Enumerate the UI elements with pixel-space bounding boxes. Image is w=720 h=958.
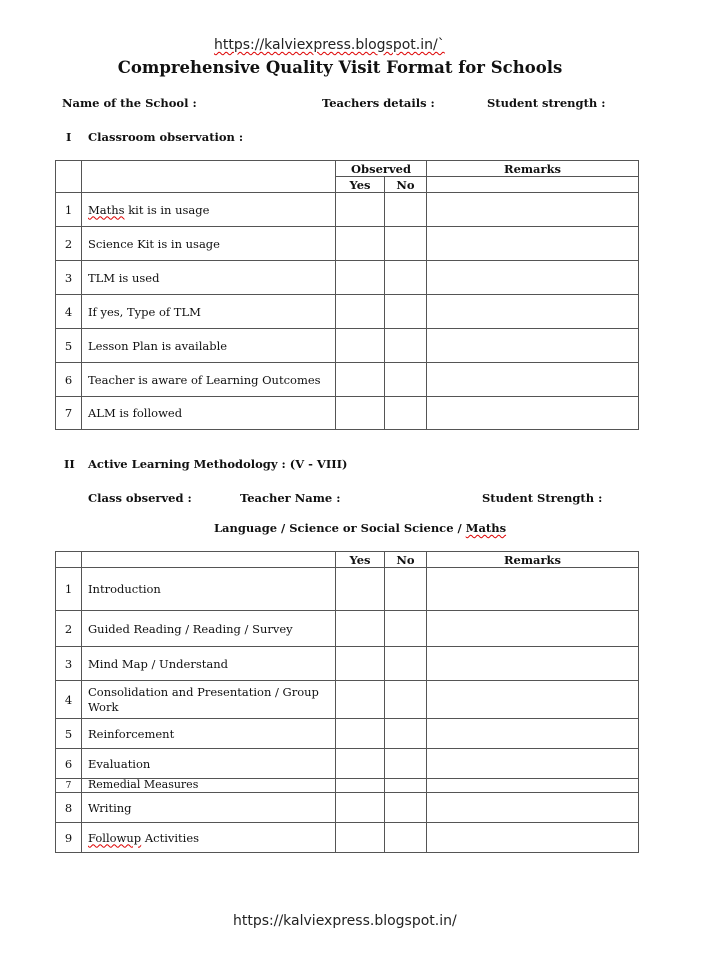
no-header: No [385,552,427,568]
header-blank-num [56,161,82,193]
yes-cell[interactable] [336,793,385,823]
remarks-cell[interactable] [427,647,639,681]
remarks-cell[interactable] [427,227,639,261]
no-cell[interactable] [385,363,427,397]
remarks-cell[interactable] [427,749,639,779]
yes-cell[interactable] [336,568,385,611]
observed-header: Observed [336,161,427,177]
row-item: Introduction [82,568,336,611]
row-item: Evaluation [82,749,336,779]
row-item: Maths kit is in usage [82,193,336,227]
row-number: 6 [56,363,82,397]
row-number: 7 [56,397,82,430]
no-cell[interactable] [385,261,427,295]
section2-title: Active Learning Methodology : (V - VIII) [88,457,348,471]
row-number: 2 [56,611,82,647]
yes-cell[interactable] [336,193,385,227]
subjects-line: Language / Science or Social Science / Maths [213,521,507,535]
row-number: 5 [56,329,82,363]
school-name-label: Name of the School : [62,96,197,110]
no-cell[interactable] [385,779,427,793]
clipped-item-text: Remedial Measures [88,778,199,791]
remarks-cell[interactable] [427,193,639,227]
row-item [82,779,336,793]
row-number: 1 [56,193,82,227]
table-row-clipped [56,779,639,793]
yes-cell[interactable] [336,823,385,853]
no-cell[interactable] [385,227,427,261]
row-item: Reinforcement [82,719,336,749]
page-title: Comprehensive Quality Visit Format for Schools [117,58,563,77]
row-item: Followup Activities [82,823,336,853]
remarks-cell[interactable] [427,363,639,397]
no-cell[interactable] [385,681,427,719]
yes-cell[interactable] [336,227,385,261]
no-cell[interactable] [385,193,427,227]
class-observed-label: Class observed : [88,491,192,505]
table-row [56,363,639,397]
row-item: If yes, Type of TLM [82,295,336,329]
remarks-cell[interactable] [427,295,639,329]
yes-cell[interactable] [336,681,385,719]
teachers-details-label: Teachers details : [322,96,435,110]
row-number: 4 [56,681,82,719]
yes-header: Yes [336,177,385,193]
yes-cell[interactable] [336,611,385,647]
row-number: 8 [56,793,82,823]
no-cell[interactable] [385,749,427,779]
student-strength2-label: Student Strength : [482,491,603,505]
table-row [56,397,639,430]
yes-cell[interactable] [336,779,385,793]
no-cell[interactable] [385,329,427,363]
remarks-cell[interactable] [427,397,639,430]
row-item: Writing [82,793,336,823]
remarks-cell[interactable] [427,261,639,295]
remarks-subheader-blank [427,177,639,193]
table-row [56,568,639,611]
maths-word: Maths [88,202,125,217]
table-row [56,793,639,823]
row-item: Mind Map / Understand [82,647,336,681]
row-number: 2 [56,227,82,261]
table-row [56,193,639,227]
row-number: 4 [56,295,82,329]
section2-numeral: II [64,457,75,471]
no-cell[interactable] [385,295,427,329]
table-row [56,611,639,647]
classroom-observation-table [55,160,639,430]
row-item: Consolidation and Presentation / Group Work [82,681,336,719]
no-cell[interactable] [385,611,427,647]
row-number: 9 [56,823,82,853]
row-number: 1 [56,568,82,611]
yes-cell[interactable] [336,261,385,295]
table-row [56,261,639,295]
row-number: 6 [56,749,82,779]
row-item: ALM is followed [82,397,336,430]
footer-url[interactable]: https://kalviexpress.blogspot.in/ [233,913,457,929]
yes-cell[interactable] [336,329,385,363]
no-cell[interactable] [385,397,427,430]
no-cell[interactable] [385,568,427,611]
remarks-cell[interactable] [427,779,639,793]
section1-title: Classroom observation : [88,130,244,144]
no-header: No [385,177,427,193]
table-row [56,681,639,719]
row-item: Guided Reading / Reading / Survey [82,611,336,647]
row-number: 7 [56,779,82,793]
no-cell[interactable] [385,719,427,749]
teacher-name-label: Teacher Name : [240,491,341,505]
header-url[interactable] [214,37,445,53]
remarks-cell[interactable] [427,823,639,853]
table-row [56,329,639,363]
row-item: Teacher is aware of Learning Outcomes [82,363,336,397]
row-item: Science Kit is in usage [82,227,336,261]
header-blank-item [82,161,336,193]
table-row [56,823,639,853]
student-strength-label: Student strength : [487,96,606,110]
table-row [56,647,639,681]
yes-cell[interactable] [336,397,385,430]
maths-subject-word: Maths [465,521,507,535]
yes-cell[interactable] [336,719,385,749]
remarks-cell[interactable] [427,611,639,647]
followup-word: Followup [88,830,142,845]
alm-table [55,551,639,853]
remarks-cell[interactable] [427,681,639,719]
remarks-cell[interactable] [427,329,639,363]
remarks-header: Remarks [427,552,639,568]
row-number: 5 [56,719,82,749]
section1-numeral: I [66,130,72,144]
table-row [56,295,639,329]
table-row [56,749,639,779]
yes-cell[interactable] [336,647,385,681]
yes-header: Yes [336,552,385,568]
row-number: 3 [56,261,82,295]
header-blank-num [56,552,82,568]
table-row [56,719,639,749]
no-cell[interactable] [385,823,427,853]
remarks-cell[interactable] [427,568,639,611]
clipped-item-wrap [88,778,335,792]
remarks-cell[interactable] [427,719,639,749]
table-row [56,227,639,261]
header-blank-item [82,552,336,568]
row-item: TLM is used [82,261,336,295]
remarks-cell[interactable] [427,793,639,823]
row-item: Lesson Plan is available [82,329,336,363]
yes-cell[interactable] [336,749,385,779]
remarks-header: Remarks [427,161,639,177]
yes-cell[interactable] [336,363,385,397]
yes-cell[interactable] [336,295,385,329]
no-cell[interactable] [385,793,427,823]
row-number: 3 [56,647,82,681]
header-url-text: https://kalviexpress.blogspot.in/` [214,37,445,53]
no-cell[interactable] [385,647,427,681]
